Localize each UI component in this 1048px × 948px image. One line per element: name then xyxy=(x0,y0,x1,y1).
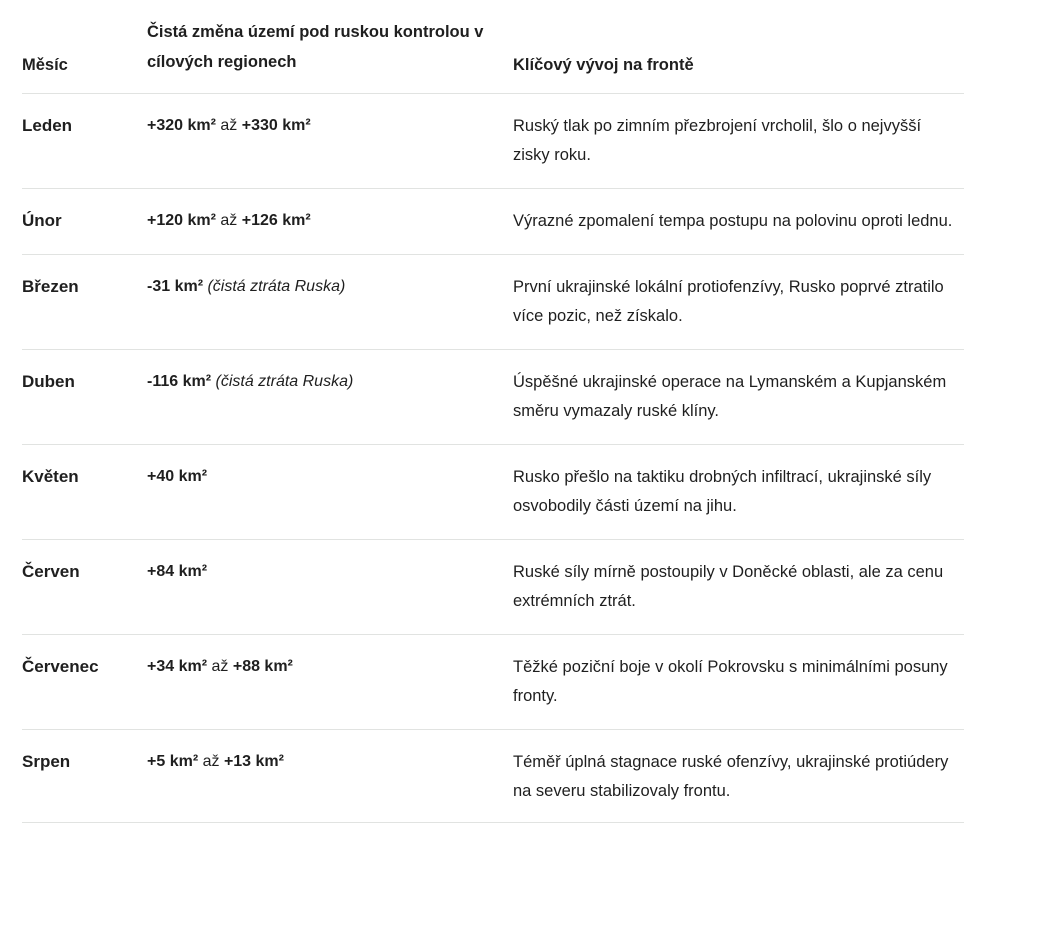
header-development: Klíčový vývoj na frontě xyxy=(513,56,694,74)
table-row xyxy=(22,540,964,635)
row-development: Ruské síly mírně postoupily v Doněcké oblasti, ale za cenu extrémních ztrát. xyxy=(513,563,944,610)
value-from: -31 km² xyxy=(147,278,204,295)
table-row xyxy=(22,445,964,540)
row-development: Výrazné zpomalení tempa postupu na polovinu oproti lednu. xyxy=(513,212,953,230)
row-month: Srpen xyxy=(22,752,71,771)
row-development: Ruský tlak po zimním přezbrojení vrcholil, šlo o nejvyšší zisky roku. xyxy=(513,117,922,164)
row-month: Červen xyxy=(22,562,80,581)
range-separator: až xyxy=(207,658,233,675)
row-month: Duben xyxy=(22,372,75,391)
row-change xyxy=(147,655,513,679)
value-from: +34 km² xyxy=(147,658,208,675)
row-change xyxy=(147,114,513,138)
row-month: Červenec xyxy=(22,657,99,676)
value-to: +88 km² xyxy=(232,658,293,675)
row-change xyxy=(147,275,513,299)
row-change xyxy=(147,560,513,584)
value-from: +120 km² xyxy=(147,212,216,229)
value-from: +320 km² xyxy=(147,117,216,134)
range-separator: až xyxy=(198,753,224,770)
row-development: Těžké poziční boje v okolí Pokrovsku s minimálními posuny fronty. xyxy=(513,658,948,705)
row-month: Leden xyxy=(22,116,73,135)
header-change: Čistá změna území pod ruskou kontrolou v cílových regionech xyxy=(147,23,484,71)
row-development: Rusko přešlo na taktiku drobných infiltrací, ukrajinské síly osvobodily části území na jihu. xyxy=(513,468,932,515)
value-from: -116 km² xyxy=(147,373,212,390)
value-from: +84 km² xyxy=(147,563,208,580)
value-from: +5 km² xyxy=(147,753,199,770)
row-development: První ukrajinské lokální protiofenzívy, Rusko poprvé ztratilo více pozic, než získalo. xyxy=(513,278,944,325)
change-note: (čistá ztráta Ruska) xyxy=(211,373,354,390)
table-row xyxy=(22,189,964,255)
row-development: Téměř úplná stagnace ruské ofenzívy, ukrajinské protiúdery na severu stabilizovaly frontu. xyxy=(513,753,949,800)
change-note: (čistá ztráta Ruska) xyxy=(203,278,346,295)
table-row xyxy=(22,730,964,823)
row-change xyxy=(147,465,513,489)
value-to: +126 km² xyxy=(241,212,311,229)
row-change xyxy=(147,750,513,774)
table-row xyxy=(22,350,964,445)
row-development: Úspěšné ukrajinské operace na Lymanském a Kupjanském směru vymazaly ruské klíny. xyxy=(513,373,947,420)
row-month: Březen xyxy=(22,277,79,296)
row-month: Únor xyxy=(22,211,62,230)
range-separator: až xyxy=(215,117,242,134)
value-to: +13 km² xyxy=(223,753,284,770)
row-month: Květen xyxy=(22,467,79,486)
table-row xyxy=(22,94,964,189)
value-from: +40 km² xyxy=(147,468,208,485)
territory-change-table xyxy=(22,0,964,823)
header-month: Měsíc xyxy=(22,56,68,74)
table-header-row xyxy=(22,0,964,94)
value-to: +330 km² xyxy=(241,117,311,134)
range-separator: až xyxy=(215,212,242,229)
row-change xyxy=(147,209,513,233)
row-change xyxy=(147,370,513,394)
table-row xyxy=(22,255,964,350)
table-row xyxy=(22,635,964,730)
